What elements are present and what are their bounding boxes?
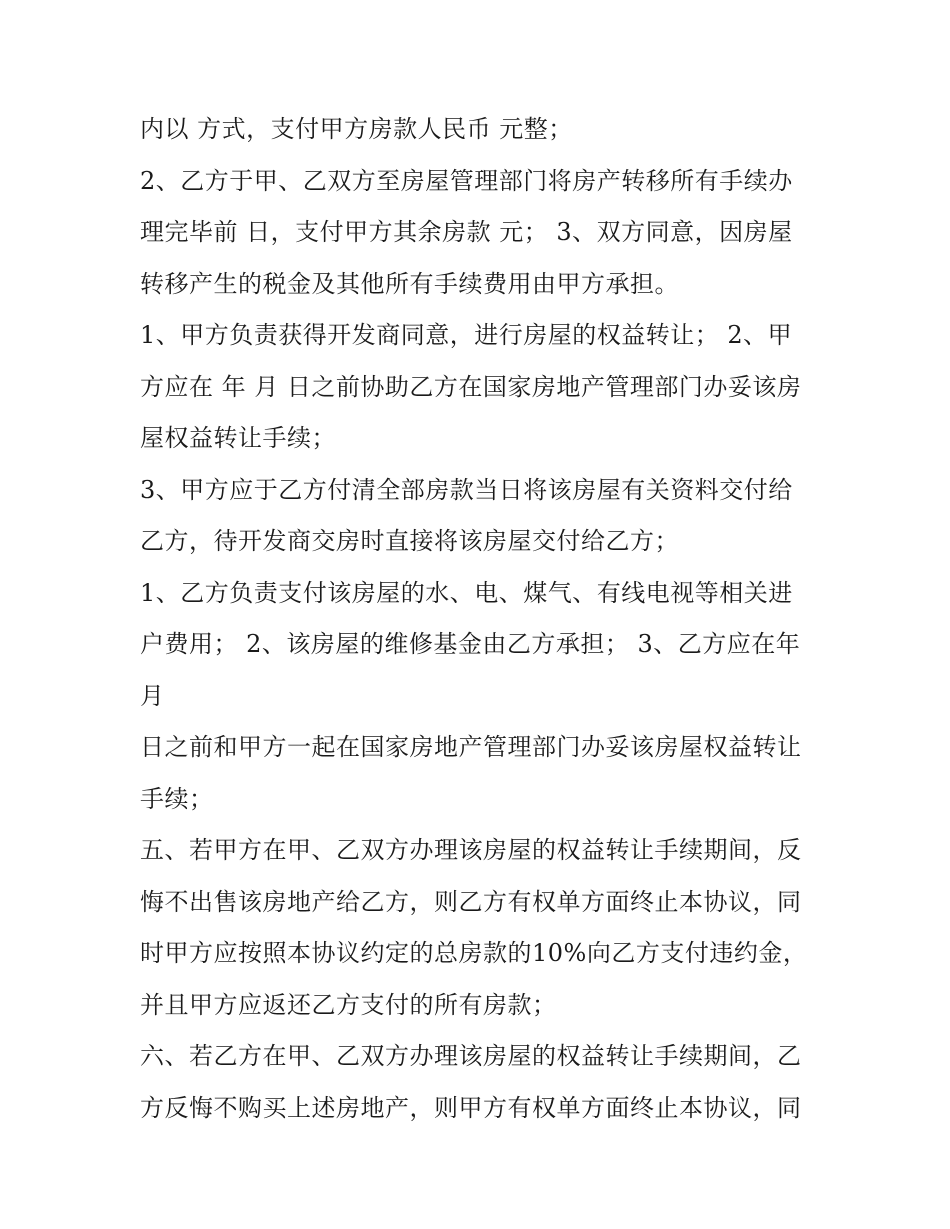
text-line: 转移产生的税金及其他所有手续费用由甲方承担。 <box>140 269 679 298</box>
text-line: 悔不出售该房地产给乙方，则乙方有权单方面终止本协议，同 <box>140 887 802 916</box>
text-line: 乙方，待开发商交房时直接将该房屋交付给乙方； <box>140 527 679 555</box>
text-line: 方应在 年 月 日之前协助乙方在国家房地产管理部门办妥该房 <box>140 372 802 401</box>
text-line: 内以 方式，支付甲方房款人民币 元整； <box>140 115 573 143</box>
text-line: 2、乙方于甲、乙双方至房屋管理部门将房产转移所有手续办 <box>140 166 793 195</box>
text-line: 手续； <box>140 784 214 813</box>
text-line: 1、甲方负责获得开发商同意，进行房屋的权益转让； 2、甲 <box>140 321 793 349</box>
text-line: 并且甲方应返还乙方支付的所有房款； <box>140 990 557 1019</box>
text-line: 五、若甲方在甲、乙双方办理该房屋的权益转让手续期间，反 <box>140 836 802 864</box>
text-line: 方反悔不购买上述房地产，则甲方有权单方面终止本协议，同 <box>140 1093 802 1122</box>
text-line: 时甲方应按照本协议约定的总房款的10%向乙方支付违约金， <box>140 939 808 967</box>
text-line: 户费用； 2、该房屋的维修基金由乙方承担； 3、乙方应在年 <box>140 630 801 658</box>
text-line: 屋权益转让手续； <box>140 424 336 452</box>
text-line: 1、乙方负责支付该房屋的水、电、煤气、有线电视等相关进 <box>140 578 793 607</box>
text-line: 六、若乙方在甲、乙双方办理该房屋的权益转让手续期间，乙 <box>140 1042 802 1070</box>
document-body <box>140 104 830 1134</box>
text-line: 理完毕前 日，支付甲方其余房款 元； 3、双方同意，因房屋 <box>140 218 793 246</box>
text-line: 月 <box>140 681 165 710</box>
text-line: 3、甲方应于乙方付清全部房款当日将该房屋有关资料交付给 <box>140 475 793 504</box>
text-line: 日之前和甲方一起在国家房地产管理部门办妥该房屋权益转让 <box>140 733 802 761</box>
